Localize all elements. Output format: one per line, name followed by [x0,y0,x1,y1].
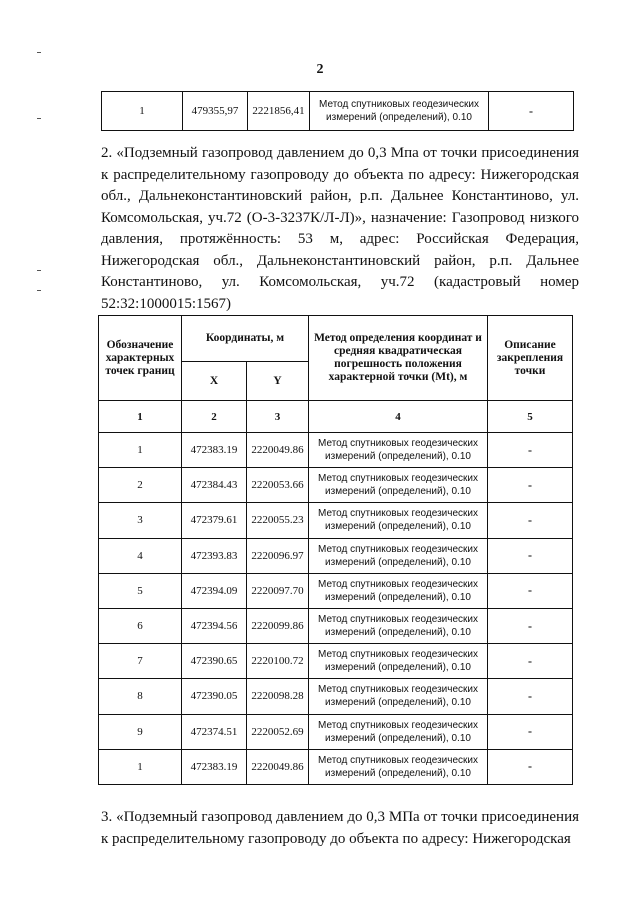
point-cell: 1 [99,433,182,468]
method-cell: Метод спутниковых геодезических измерений (определений), 0.10 [309,608,488,643]
point-cell: 2 [99,468,182,503]
method-cell: Метод спутниковых геодезических измерений (определений), 0.10 [309,538,488,573]
header-y: Y [247,362,309,401]
point-cell: 6 [99,608,182,643]
index-cell: 2 [182,401,247,433]
y-cell: 2220053.66 [247,468,309,503]
index-cell: 1 [99,401,182,433]
description-cell: - [489,92,574,131]
y-cell: 2220097.70 [247,573,309,608]
y-cell: 2220098.28 [247,679,309,714]
method-cell: Метод спутниковых геодезических измерений (определений), 0.10 [309,714,488,749]
y-cell: 2220052.69 [247,714,309,749]
table-row [99,433,573,468]
paragraph-3: 3. «Подземный газопровод давлением до 0,3 МПа от точки присоединения к распределительному газопроводу до объекта по адресу: Нижегородская [101,809,579,847]
page-number: 2 [316,62,324,77]
header-designation: Обозначение характерных точек границ [99,316,182,401]
point-cell: 9 [99,714,182,749]
y-cell: 2220100.72 [247,644,309,679]
description-cell: - [488,468,573,503]
header-method: Метод определения координат и средняя квадратическая погрешность положения характерной точки (Mt), м [309,316,488,401]
coordinates-table [98,315,573,785]
description-cell: - [488,679,573,714]
method-cell: Метод спутниковых геодезических измерений (определений), 0.10 [309,433,488,468]
y-cell: 2220049.86 [247,749,309,784]
x-cell: 472379.61 [182,503,247,538]
x-cell: 472384.43 [182,468,247,503]
header-row [99,316,573,362]
continued-coordinates-table [101,91,574,131]
point-cell: 1 [99,749,182,784]
index-cell: 3 [247,401,309,433]
margin-mark [37,270,41,271]
y-cell: 2220096.97 [247,538,309,573]
y-cell: 2221856,41 [248,92,310,131]
header-description: Описание закрепления точки [488,316,573,401]
table-row [99,503,573,538]
description-cell: - [488,573,573,608]
table-row [99,468,573,503]
margin-mark [37,52,41,53]
description-cell: - [488,503,573,538]
table-row [99,644,573,679]
point-cell: 1 [102,92,183,131]
table-row [99,538,573,573]
point-cell: 5 [99,573,182,608]
description-cell: - [488,433,573,468]
method-cell: Метод спутниковых геодезических измерений (определений), 0.10 [309,644,488,679]
x-cell: 472383.19 [182,433,247,468]
x-cell: 472394.09 [182,573,247,608]
point-cell: 3 [99,503,182,538]
method-cell: Метод спутниковых геодезических измерений (определений), 0.10 [309,679,488,714]
table-row [99,714,573,749]
x-cell: 472390.65 [182,644,247,679]
description-cell: - [488,749,573,784]
header-coordinates: Координаты, м [182,316,309,362]
x-cell: 472390.05 [182,679,247,714]
method-cell: Метод спутниковых геодезических измерений (определений), 0.10 [309,503,488,538]
method-cell: Метод спутниковых геодезических измерений (определений), 0.10 [309,573,488,608]
table-row [99,608,573,643]
table-row [99,679,573,714]
method-cell: Метод спутниковых геодезических измерений (определений), 0.10 [309,749,488,784]
point-cell: 8 [99,679,182,714]
table-row [99,749,573,784]
margin-mark [37,290,41,291]
point-cell: 7 [99,644,182,679]
header-x: X [182,362,247,401]
x-cell: 472383.19 [182,749,247,784]
margin-mark [37,118,41,119]
x-cell: 472374.51 [182,714,247,749]
table-row [102,92,574,131]
description-cell: - [488,644,573,679]
method-cell: Метод спутниковых геодезических измерений (определений), 0.10 [310,92,489,131]
y-cell: 2220055.23 [247,503,309,538]
x-cell: 472393.83 [182,538,247,573]
paragraph-2: 2. «Подземный газопровод давлением до 0,3 Мпа от точки присоединения к распределительному газопроводу до объекта по адресу: Нижегородская обл., Дальнеконстантиновский район, р.п. Дальнее Константиново, ул. Комсомольская, уч.72 (О-3-3237К/Л-Л)», назначение: Газопровод низкого давления, протяжённость: 53 м, адрес: Российская Федерация, Нижегородская обл., Дальнеконстантиновский район, р.п. Дальнее Константиново, ул. Комсомольская, уч.72 (кадастровый номер 52:32:1000015:1567) [101,145,579,312]
point-cell: 4 [99,538,182,573]
description-cell: - [488,714,573,749]
index-cell: 4 [309,401,488,433]
table-row [99,573,573,608]
x-cell: 479355,97 [183,92,248,131]
y-cell: 2220049.86 [247,433,309,468]
method-cell: Метод спутниковых геодезических измерений (определений), 0.10 [309,468,488,503]
index-row [99,401,573,433]
description-cell: - [488,538,573,573]
table-body [99,433,573,785]
x-cell: 472394.56 [182,608,247,643]
index-cell: 5 [488,401,573,433]
description-cell: - [488,608,573,643]
y-cell: 2220099.86 [247,608,309,643]
